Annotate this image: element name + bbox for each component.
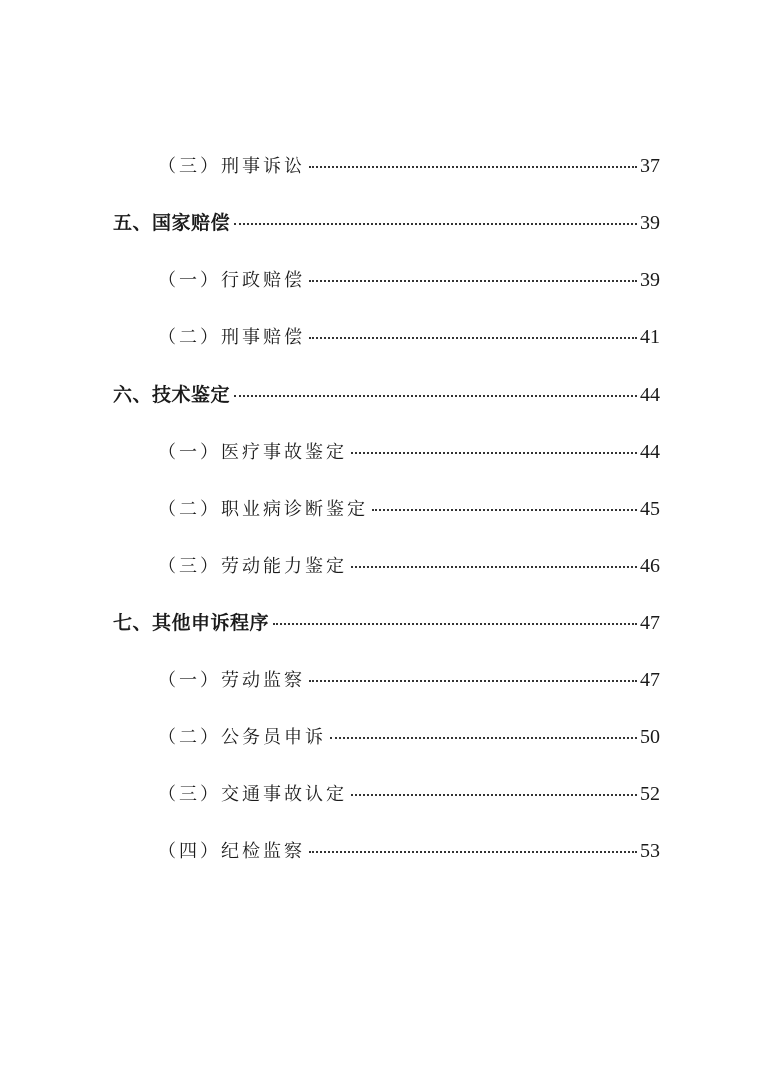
toc-leader-dots: [309, 337, 637, 339]
toc-section-technical-appraisal[interactable]: [113, 380, 660, 410]
toc-section-title: 七、其他申诉程序: [113, 612, 270, 634]
toc-entry-title: （三）刑事诉讼: [158, 156, 305, 177]
toc-entry-page-number: 45: [640, 498, 660, 520]
toc-leader-dots: [309, 680, 637, 682]
toc-leader-dots: [351, 794, 637, 796]
toc-leader-dots: [234, 223, 637, 225]
toc-entry-medical-accident-appraisal[interactable]: [158, 437, 660, 467]
toc-entry-work-capacity-appraisal[interactable]: [158, 551, 660, 581]
toc-leader-dots: [351, 452, 637, 454]
toc-entry-title: （三）劳动能力鉴定: [158, 556, 347, 577]
toc-section-state-compensation[interactable]: [113, 208, 660, 238]
toc-section-page-number: 39: [640, 212, 660, 234]
toc-entry-traffic-accident-determination[interactable]: [158, 779, 660, 809]
toc-entry-title: （四）纪检监察: [158, 841, 305, 862]
toc-entry-page-number: 37: [640, 155, 660, 177]
toc-entry-page-number: 46: [640, 555, 660, 577]
toc-leader-dots: [309, 280, 637, 282]
toc-entry-civil-servant-appeal[interactable]: [158, 722, 660, 752]
toc-entry-title: （二）公务员申诉: [158, 727, 326, 748]
toc-entry-title: （三）交通事故认定: [158, 784, 347, 805]
toc-entry-page-number: 52: [640, 783, 660, 805]
toc-entry-administrative-compensation[interactable]: [158, 265, 660, 295]
toc-entry-title: （一）行政赔偿: [158, 270, 305, 291]
toc-section-other-appeal-procedures[interactable]: [113, 608, 660, 638]
toc-entry-page-number: 50: [640, 726, 660, 748]
toc-entry-title: （一）医疗事故鉴定: [158, 442, 347, 463]
toc-section-page-number: 44: [640, 384, 660, 406]
toc-leader-dots: [234, 395, 637, 397]
toc-entry-page-number: 44: [640, 441, 660, 463]
toc-entry-labor-inspection[interactable]: [158, 665, 660, 695]
toc-entry-title: （一）劳动监察: [158, 670, 305, 691]
toc-entry-criminal-litigation[interactable]: [158, 151, 660, 181]
toc-leader-dots: [309, 851, 637, 853]
toc-entry-criminal-compensation[interactable]: [158, 322, 660, 352]
toc-section-title: 六、技术鉴定: [113, 384, 231, 406]
toc-entry-page-number: 53: [640, 840, 660, 862]
toc-leader-dots: [351, 566, 637, 568]
toc-entry-title: （二）职业病诊断鉴定: [158, 499, 368, 520]
toc-entry-occupational-disease-appraisal[interactable]: [158, 494, 660, 524]
toc-leader-dots: [309, 166, 637, 168]
toc-entry-page-number: 47: [640, 669, 660, 691]
toc-leader-dots: [330, 737, 637, 739]
toc-section-title: 五、国家赔偿: [113, 212, 231, 234]
toc-entry-page-number: 39: [640, 269, 660, 291]
toc-entry-page-number: 41: [640, 326, 660, 348]
toc-entry-title: （二）刑事赔偿: [158, 327, 305, 348]
toc-section-page-number: 47: [640, 612, 660, 634]
toc-leader-dots: [273, 623, 637, 625]
toc-leader-dots: [372, 509, 637, 511]
toc-entry-discipline-inspection[interactable]: [158, 836, 660, 866]
